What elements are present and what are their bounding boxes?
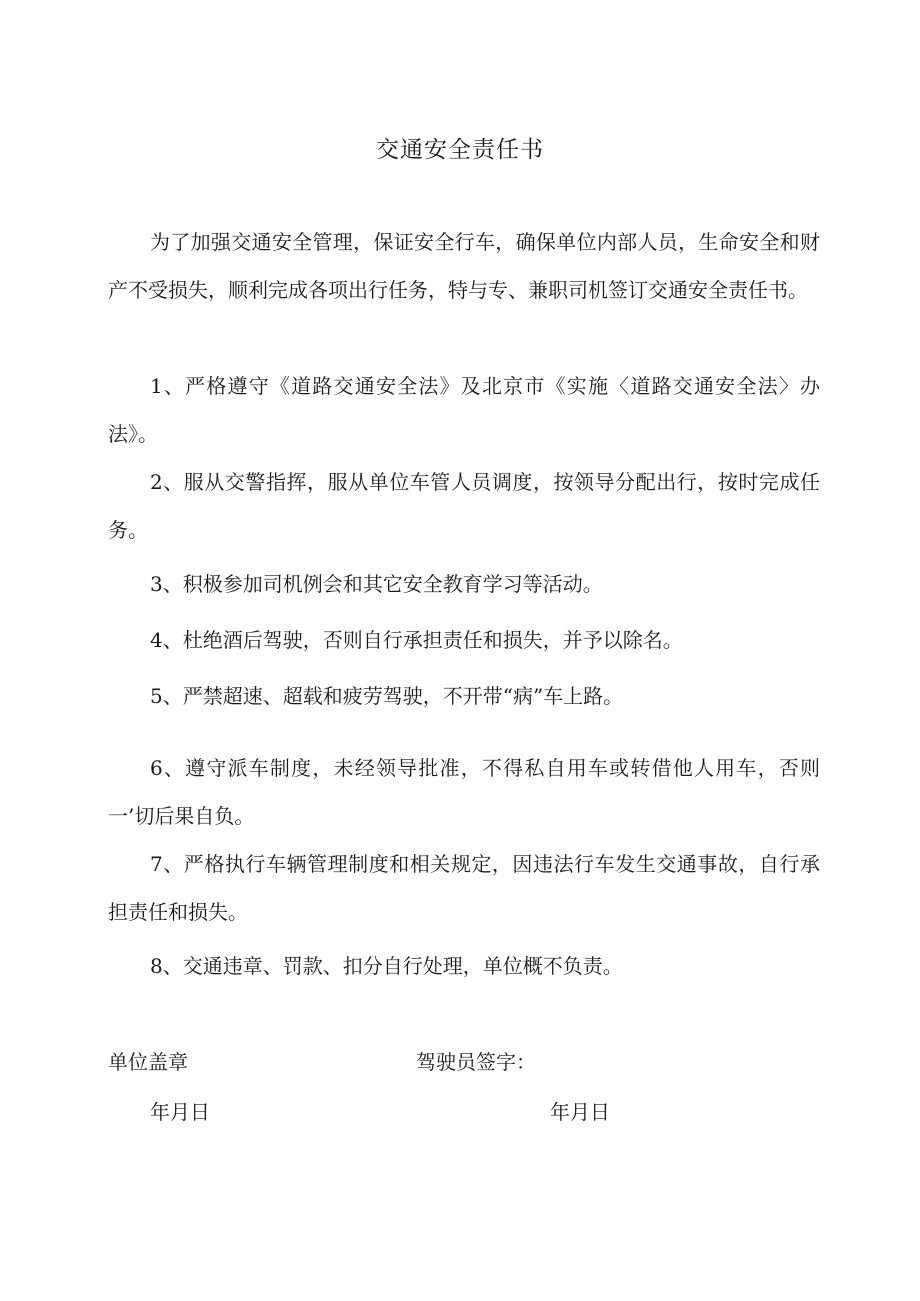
unit-date-label: 年月日 [150,1100,210,1124]
unit-seal-label: 单位盖章 [108,1050,188,1074]
clause-4: 4、杜绝酒后驾驶，否则自行承担责任和损失，并予以除名。 [150,628,683,652]
driver-date-label: 年月日 [550,1100,610,1124]
intro-paragraph: 为了加强交通安全管理，保证安全行车，确保单位内部人员，生命安全和财产不受损失，顺利完成各项出行任务，特与专、兼职司机签订交通安全责任书。 [108,230,820,302]
driver-sign-label: 驾驶员签字： [416,1050,536,1074]
clause-1: 1、严格遵守《道路交通安全法》及北京市《实施〈道路交通安全法〉办法》。 [108,374,820,446]
clause-2: 2、服从交警指挥，服从单位车管人员调度，按领导分配出行，按时完成任务。 [108,470,820,542]
clause-7: 7、严格执行车辆管理制度和相关规定，因违法行车发生交通事故，自行承担责任和损失。 [108,852,820,924]
clause-3: 3、积极参加司机例会和其它安全教育学习等活动。 [150,572,603,596]
clause-6: 6、遵守派车制度，未经领导批准，不得私自用车或转借他人用车，否则一’切后果自负。 [108,756,820,828]
document-title: 交通安全责任书 [376,137,544,163]
clause-8: 8、交通违章、罚款、扣分自行处理，单位概不负责。 [150,954,623,978]
clause-5: 5、严禁超速、超载和疲劳驾驶，不开带“病”车上路。 [150,684,624,708]
